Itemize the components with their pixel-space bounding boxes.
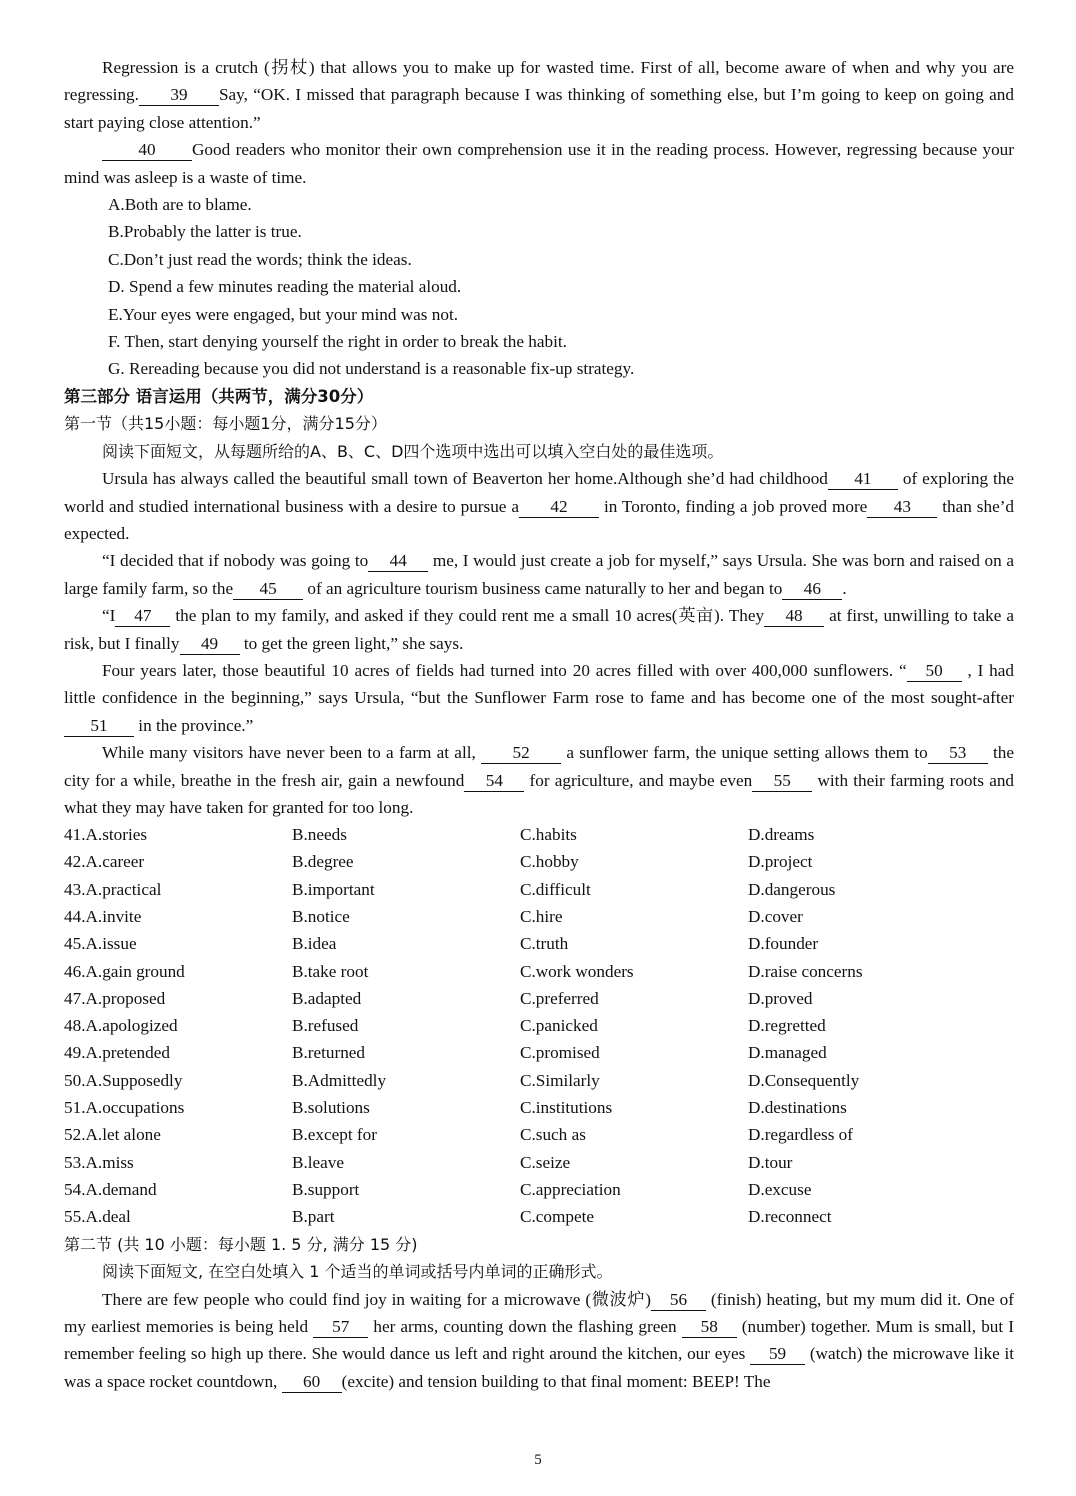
choice-41-c[interactable]: C.habits [520,825,577,845]
choice-55-d[interactable]: D.reconnect [748,1207,832,1227]
option-b: B.Probably the latter is true. [108,222,302,242]
choice-43-d[interactable]: D.dangerous [748,879,836,899]
cloze-paragraph-1: Ursula has always called the beautiful small town of Beaverton her home.Although she’d had childhood 41 of exploring the world and studied international business with a desire to pursue a 42 in Toronto, finding a job proved more 43 than she’d expected. [64,469,1015,543]
choice-44-c[interactable]: C.hire [520,906,563,926]
blank-48[interactable]: 48 [764,606,824,627]
section1-instruction: 阅读下面短文，从每题所给的A、B、C、D四个选项中选出可以填入空白处的最佳选项。 [102,441,724,461]
choice-45-a[interactable]: 45.A.issue [64,934,137,954]
blank-45[interactable]: 45 [233,579,303,600]
blank-55[interactable]: 55 [752,771,812,792]
blank-51[interactable]: 51 [64,716,134,737]
blank-43[interactable]: 43 [867,497,937,518]
choice-47-b[interactable]: B.adapted [292,988,362,1008]
choice-53-d[interactable]: D.tour [748,1152,793,1172]
cloze-paragraph-5: While many visitors have never been to a farm at all, 52 a sunflower farm, the unique setting allows them to 53 the city for a while, breathe in the fresh air, gain a newfound 54 for agriculture, and maybe even 55 with their farming roots and what they may have taken for granted for too long. [64,743,1015,817]
option-e: E.Your eyes were engaged, but your mind was not. [108,304,459,324]
option-d: D. Spend a few minutes reading the material aloud. [108,277,462,297]
choice-51-a[interactable]: 51.A.occupations [64,1097,185,1117]
cloze-paragraph-3: “I 47 the plan to my family, and asked if they could rent me a small 10 acres(英亩). They 48 at first, unwilling to take a risk, but I finally 49 to get the green light,” she says. [64,606,1015,653]
question-row-43 [64,876,1014,903]
blank-44[interactable]: 44 [368,551,428,572]
choice-43-a[interactable]: 43.A.practical [64,879,162,899]
choice-47-a[interactable]: 47.A.proposed [64,988,166,1008]
cloze-paragraph-2: “I decided that if nobody was going to 44 me, I would just create a job for myself,” says Ursula. She was born and raised on a large family farm, so the 45 of an agriculture tourism business came naturally to her and began to 46 . [64,551,1014,598]
choice-41-a[interactable]: 41.A.stories [64,825,148,845]
choice-43-b[interactable]: B.important [292,879,375,899]
blank-46[interactable]: 46 [782,579,842,600]
choice-45-d[interactable]: D.founder [748,934,819,954]
choice-53-a[interactable]: 53.A.miss [64,1152,134,1172]
question-row-47 [64,985,1014,1012]
choice-48-a[interactable]: 48.A.apologized [64,1016,178,1036]
question-row-50 [64,1067,1014,1094]
choice-42-d[interactable]: D.project [748,852,813,872]
choice-43-c[interactable]: C.difficult [520,879,591,899]
choice-54-a[interactable]: 54.A.demand [64,1179,157,1199]
grammar-paragraph-1: There are few people who could find joy in waiting for a microwave (微波炉) 56 (finish) heating, but my mum did it. One of my earliest memories is being held 57 her arms, counting down the flashing green 58 (number) together. Mum is small, but I remember feeling so high up there. She would dance us left and right around the kitchen, our eyes 59 (watch) the microwave like it was a space rocket countdown, 60 (excite) and tension building to that final moment: BEEP! The [64,1289,1015,1391]
choice-48-d[interactable]: D.regretted [748,1016,826,1036]
blank-60[interactable]: 60 [282,1372,342,1393]
blank-58[interactable]: 58 [682,1317,737,1338]
choice-47-c[interactable]: C.preferred [520,988,599,1008]
choice-52-b[interactable]: B.except for [292,1125,377,1145]
blank-52[interactable]: 52 [481,743,561,764]
question-row-53 [64,1149,1014,1176]
blank-49[interactable]: 49 [180,634,240,655]
option-c: C.Don’t just read the words; think the ideas. [108,249,412,269]
question-row-41 [64,821,1014,848]
choice-42-a[interactable]: 42.A.career [64,852,145,872]
section2-instruction: 阅读下面短文, 在空白处填入 1 个适当的单词或括号内单词的正确形式。 [102,1262,613,1282]
choice-52-c[interactable]: C.such as [520,1125,586,1145]
blank-57[interactable]: 57 [313,1317,368,1338]
choice-52-d[interactable]: D.regardless of [748,1125,853,1145]
blank-53[interactable]: 53 [928,743,988,764]
question-row-48 [64,1012,1014,1039]
choice-55-b[interactable]: B.part [292,1207,335,1227]
section1-heading: 第一节（共15小题：每小题1分，满分15分） [64,414,387,434]
choice-44-d[interactable]: D.cover [748,906,803,926]
choice-44-a[interactable]: 44.A.invite [64,906,142,926]
choice-51-d[interactable]: D.destinations [748,1097,847,1117]
choice-49-d[interactable]: D.managed [748,1043,827,1063]
blank-50[interactable]: 50 [907,661,962,682]
choice-46-d[interactable]: D.raise concerns [748,961,863,981]
choice-46-c[interactable]: C.work wonders [520,961,634,981]
option-a: A.Both are to blame. [108,195,252,215]
question-row-45 [64,931,1014,958]
choice-54-c[interactable]: C.appreciation [520,1179,621,1199]
reading-paragraph-2: 40 Good readers who monitor their own comprehension use it in the reading process. However, regressing because your mind was asleep is a waste of time. [64,140,1014,187]
choice-45-c[interactable]: C.truth [520,934,569,954]
blank-59[interactable]: 59 [750,1344,805,1365]
question-row-46 [64,958,1014,985]
choice-42-b[interactable]: B.degree [292,852,354,872]
cloze-paragraph-4: Four years later, those beautiful 10 acres of fields had turned into 20 acres filled with over 400,000 sunflowers. “ 50 , I had little confidence in the beginning,” says Ursula, “but the Sunflower Farm rose to fame and has become one of the most sought-after51 in the province.” [64,660,1014,735]
question-row-44 [64,903,1014,930]
blank-42[interactable]: 42 [519,497,599,518]
exam-page [64,54,1014,1395]
question-row-42 [64,849,1014,876]
part3-heading: 第三部分 语言运用（共两节，满分30分） [64,386,374,406]
choice-55-c[interactable]: C.compete [520,1207,594,1227]
choice-50-b[interactable]: B.Admittedly [292,1070,387,1090]
choice-55-a[interactable]: 55.A.deal [64,1207,131,1227]
blank-40[interactable]: 40 [102,140,192,161]
option-f: F. Then, start denying yourself the right in order to break the habit. [108,332,567,352]
choice-44-b[interactable]: B.notice [292,906,350,926]
question-row-51 [64,1094,1014,1121]
choice-53-b[interactable]: B.leave [292,1152,345,1172]
blank-47[interactable]: 47 [115,606,170,627]
reading-options [64,191,1014,383]
reading-paragraph-1: Regression is a crutch (拐杖) that allows you to make up for wasted time. First of all, become aware of when and why you are regressing. 39 Say, “OK. I missed that paragraph because I was thinking of something else, but I’m going to keep on going and start paying close attention.” [64,58,1014,132]
choice-54-d[interactable]: D.excuse [748,1179,812,1199]
question-row-49 [64,1040,1014,1067]
page-number: 5 [534,1452,542,1468]
choice-54-b[interactable]: B.support [292,1179,360,1199]
blank-41[interactable]: 41 [828,469,898,490]
choice-49-b[interactable]: B.returned [292,1043,366,1063]
choice-41-d[interactable]: D.dreams [748,825,815,845]
choice-50-d[interactable]: D.Consequently [748,1070,860,1090]
choice-42-c[interactable]: C.hobby [520,852,579,872]
choice-53-c[interactable]: C.seize [520,1152,571,1172]
choice-50-c[interactable]: C.Similarly [520,1070,600,1090]
blank-56[interactable]: 56 [651,1290,706,1311]
blank-39[interactable]: 39 [139,85,219,106]
choice-48-c[interactable]: C.panicked [520,1016,598,1036]
choice-50-a[interactable]: 50.A.Supposedly [64,1070,183,1090]
choice-41-b[interactable]: B.needs [292,825,347,845]
choice-49-a[interactable]: 49.A.pretended [64,1043,170,1063]
choice-51-b[interactable]: B.solutions [292,1097,370,1117]
choice-49-c[interactable]: C.promised [520,1043,600,1063]
choice-46-b[interactable]: B.take root [292,961,369,981]
option-g: G. Rereading because you did not understand is a reasonable fix-up strategy. [108,359,635,379]
choice-48-b[interactable]: B.refused [292,1016,359,1036]
choice-52-a[interactable]: 52.A.let alone [64,1125,161,1145]
blank-54[interactable]: 54 [464,771,524,792]
question-row-55 [64,1204,1014,1231]
choice-46-a[interactable]: 46.A.gain ground [64,961,185,981]
section2-heading: 第二节 (共 10 小题：每小题 1. 5 分, 满分 15 分) [64,1234,418,1254]
choice-51-c[interactable]: C.institutions [520,1097,613,1117]
choice-45-b[interactable]: B.idea [292,934,337,954]
question-row-52 [64,1122,1014,1149]
cloze-options-table [64,821,1014,1230]
question-row-54 [64,1176,1014,1203]
choice-47-d[interactable]: D.proved [748,988,813,1008]
